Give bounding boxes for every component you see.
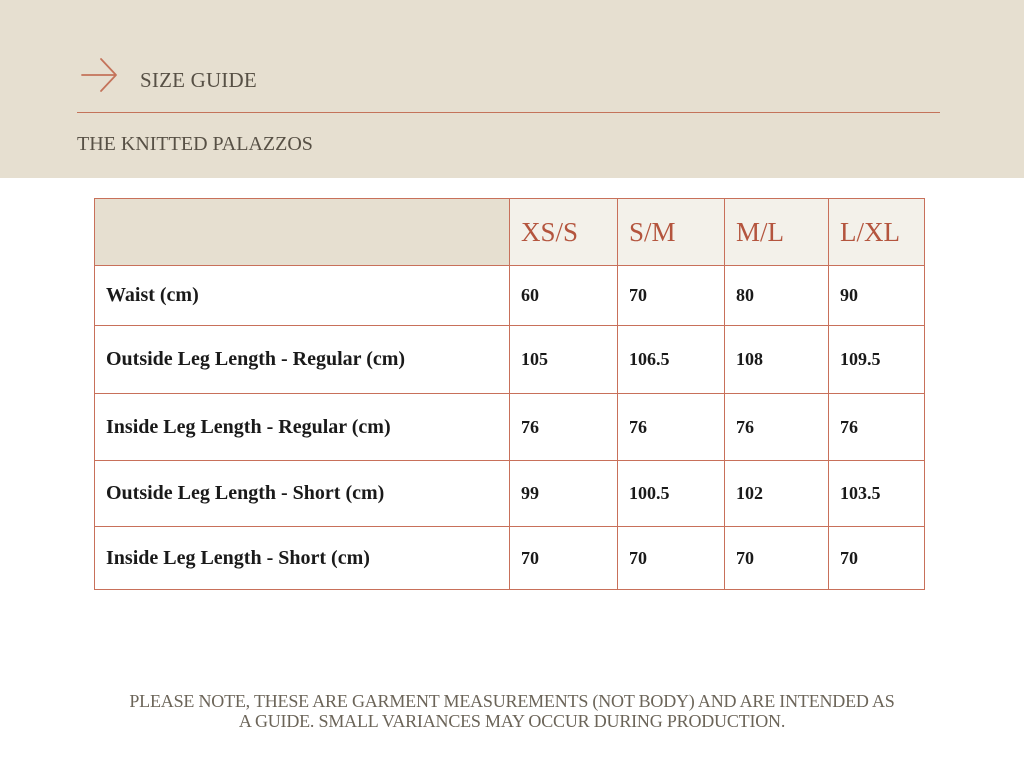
table-cell: 80 [725, 266, 829, 326]
size-header-l-xl: L/XL [829, 199, 925, 266]
table-row [95, 394, 925, 461]
table-cell: 76 [618, 394, 725, 461]
row-label: Outside Leg Length - Regular (cm) [95, 326, 510, 394]
table-cell: 90 [829, 266, 925, 326]
disclaimer-line-1: PLEASE NOTE, THESE ARE GARMENT MEASUREMENTS (NOT BODY) AND ARE INTENDED AS [129, 691, 895, 711]
page-title: SIZE GUIDE [140, 68, 257, 92]
table-cell: 100.5 [618, 461, 725, 527]
table-cell: 60 [510, 266, 618, 326]
table-row [95, 326, 925, 394]
table-cell: 70 [618, 266, 725, 326]
table-row [95, 266, 925, 326]
table-row [95, 527, 925, 590]
table-cell: 106.5 [618, 326, 725, 394]
table-cell: 108 [725, 326, 829, 394]
disclaimer-line-2: A GUIDE. SMALL VARIANCES MAY OCCUR DURING PRODUCTION. [238, 711, 786, 731]
table-cell: 76 [829, 394, 925, 461]
product-title: THE KNITTED PALAZZOS [77, 133, 313, 155]
table-cell: 70 [829, 527, 925, 590]
table-corner-cell [95, 199, 510, 266]
table-cell: 103.5 [829, 461, 925, 527]
table-cell: 102 [725, 461, 829, 527]
arrow-right-icon [80, 56, 120, 94]
row-label: Waist (cm) [95, 266, 510, 326]
table-cell: 105 [510, 326, 618, 394]
table-cell: 70 [725, 527, 829, 590]
table-cell: 109.5 [829, 326, 925, 394]
header-divider [77, 112, 940, 113]
table-cell: 76 [510, 394, 618, 461]
table-cell: 99 [510, 461, 618, 527]
table-cell: 70 [510, 527, 618, 590]
row-label: Outside Leg Length - Short (cm) [95, 461, 510, 527]
row-label: Inside Leg Length - Short (cm) [95, 527, 510, 590]
size-header-s-m: S/M [618, 199, 725, 266]
table-row [95, 461, 925, 527]
row-label: Inside Leg Length - Regular (cm) [95, 394, 510, 461]
table-cell: 70 [618, 527, 725, 590]
table-header-row [95, 199, 925, 266]
table-cell: 76 [725, 394, 829, 461]
size-table [94, 198, 925, 590]
size-header-xs-s: XS/S [510, 199, 618, 266]
disclaimer-note [60, 691, 964, 731]
size-header-m-l: M/L [725, 199, 829, 266]
